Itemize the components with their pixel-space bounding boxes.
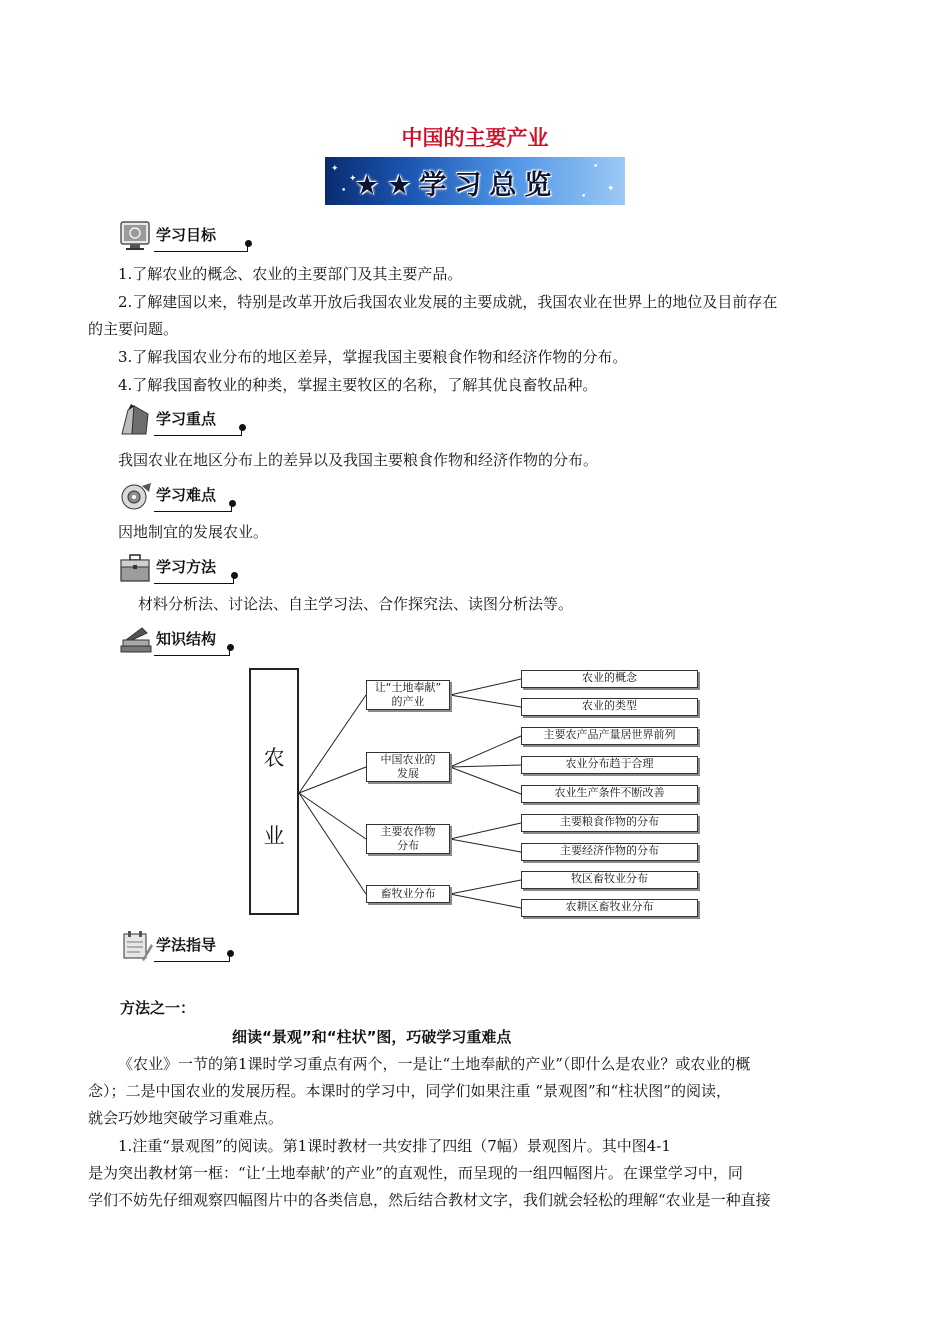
branch-label-line: 让“土地奉献” [374,681,442,694]
notepad-icon [118,930,154,962]
mindmap-leaf: 农业生产条件不断改善 [521,785,698,803]
goal-line-3: 3.了解我国农业分布的地区差异，掌握我国主要粮食作物和经济作物的分布。 [118,348,628,366]
cd-icon [118,480,154,512]
mindmap-root-char-1: 农 [263,746,285,770]
section-header-difficult [118,480,236,514]
goal-line-1: 1.了解农业的概念、农业的主要部门及其主要产品。 [118,265,463,283]
mindmap-branch [366,680,450,710]
branch-label-line: 分布 [397,839,419,852]
mindmap-leaf: 主要经济作物的分布 [521,843,698,861]
guide-paragraph-line: 念）；二是中国农业的发展历程。本课时的学习中，同学们如果注重 “景观图”和“柱状图”的阅读， [88,1082,731,1100]
guide-paragraph-line: 1.注重“景观图”的阅读。第1课时教材一共安排了四组（7幅）景观图片。其中图4-1 [118,1137,671,1155]
branch-label-line: 发展 [397,767,419,780]
banner-text: ★★学习总览 [355,170,560,201]
mindmap-branch [366,885,450,903]
briefcase-icon [118,552,154,584]
section-header-method [118,552,238,586]
mindmap-leaf: 农耕区畜牧业分布 [521,899,698,917]
section-label: 学习重点 [156,410,217,428]
goal-line-2: 2.了解建国以来，特别是改革开放后我国农业发展的主要成就，我国农业在世界上的地位及目前存在 [118,293,778,311]
guide-paragraph-line: 是为突出教材第一框：“让‘土地奉献’的产业”的直观性，而呈现的一组四幅图片。在课堂学习中，同 [88,1164,743,1182]
guide-subtitle: 细读“景观”和“柱状”图，巧破学习重难点 [232,1028,512,1046]
pencil-icon [118,404,154,436]
section-label: 知识结构 [156,630,217,648]
mindmap-leaf: 主要粮食作物的分布 [521,814,698,832]
mindmap-root [249,668,299,915]
section-header-key [118,404,246,438]
branch-label-line: 主要农作物 [380,825,436,838]
page-title: 中国的主要产业 [401,126,549,150]
mindmap-root-char-2: 业 [263,824,285,848]
goal-line-2-cont: 的主要问题。 [88,320,179,338]
mindmap-leaf: 农业的类型 [521,698,698,716]
mindmap-leaf: 农业的概念 [521,670,698,688]
monitor-icon [118,220,154,252]
section-header-goals [118,220,252,254]
section-label: 学习目标 [156,226,217,244]
guide-paragraph-line: 学们不妨先仔细观察四幅图片中的各类信息，然后结合教材文字，我们就会轻松的理解“农业是一种直接 [88,1191,771,1209]
guide-paragraph-line: 就会巧妙地突破学习重难点。 [88,1109,284,1127]
guide-paragraph-line: 《农业》一节的第1课时学习重点有两个，一是让“土地奉献的产业”（即什么是农业？或农业的概 [118,1055,751,1073]
goal-line-4: 4.了解我国畜牧业的种类，掌握主要牧区的名称，了解其优良畜牧品种。 [118,376,598,394]
section-header-guide [118,930,234,964]
mindmap-leaf: 农业分布趋于合理 [521,756,698,774]
difficult-text: 因地制宜的发展农业。 [118,523,269,541]
section-header-structure [118,624,234,658]
method-text: 材料分析法、讨论法、自主学习法、合作探究法、读图分析法等。 [138,595,574,613]
books-icon [118,624,154,656]
mindmap-branch [366,824,450,854]
section-label: 学习难点 [156,486,217,504]
key-text: 我国农业在地区分布上的差异以及我国主要粮食作物和经济作物的分布。 [118,451,599,469]
branch-label-line: 畜牧业分布 [380,887,436,900]
guide-method-label: 方法之一： [120,999,196,1017]
branch-label-line: 中国农业的 [380,753,436,766]
mindmap-leaf: 主要农产品产量居世界前列 [521,727,698,745]
branch-label-line: 的产业 [391,695,425,708]
mindmap-leaf: 牧区畜牧业分布 [521,871,698,889]
section-label: 学法指导 [156,936,217,954]
mindmap-branch [366,752,450,782]
section-label: 学习方法 [156,558,217,576]
study-overview-banner: ✦ • ✦ • ✦ • ★★学习总览 [325,157,625,205]
